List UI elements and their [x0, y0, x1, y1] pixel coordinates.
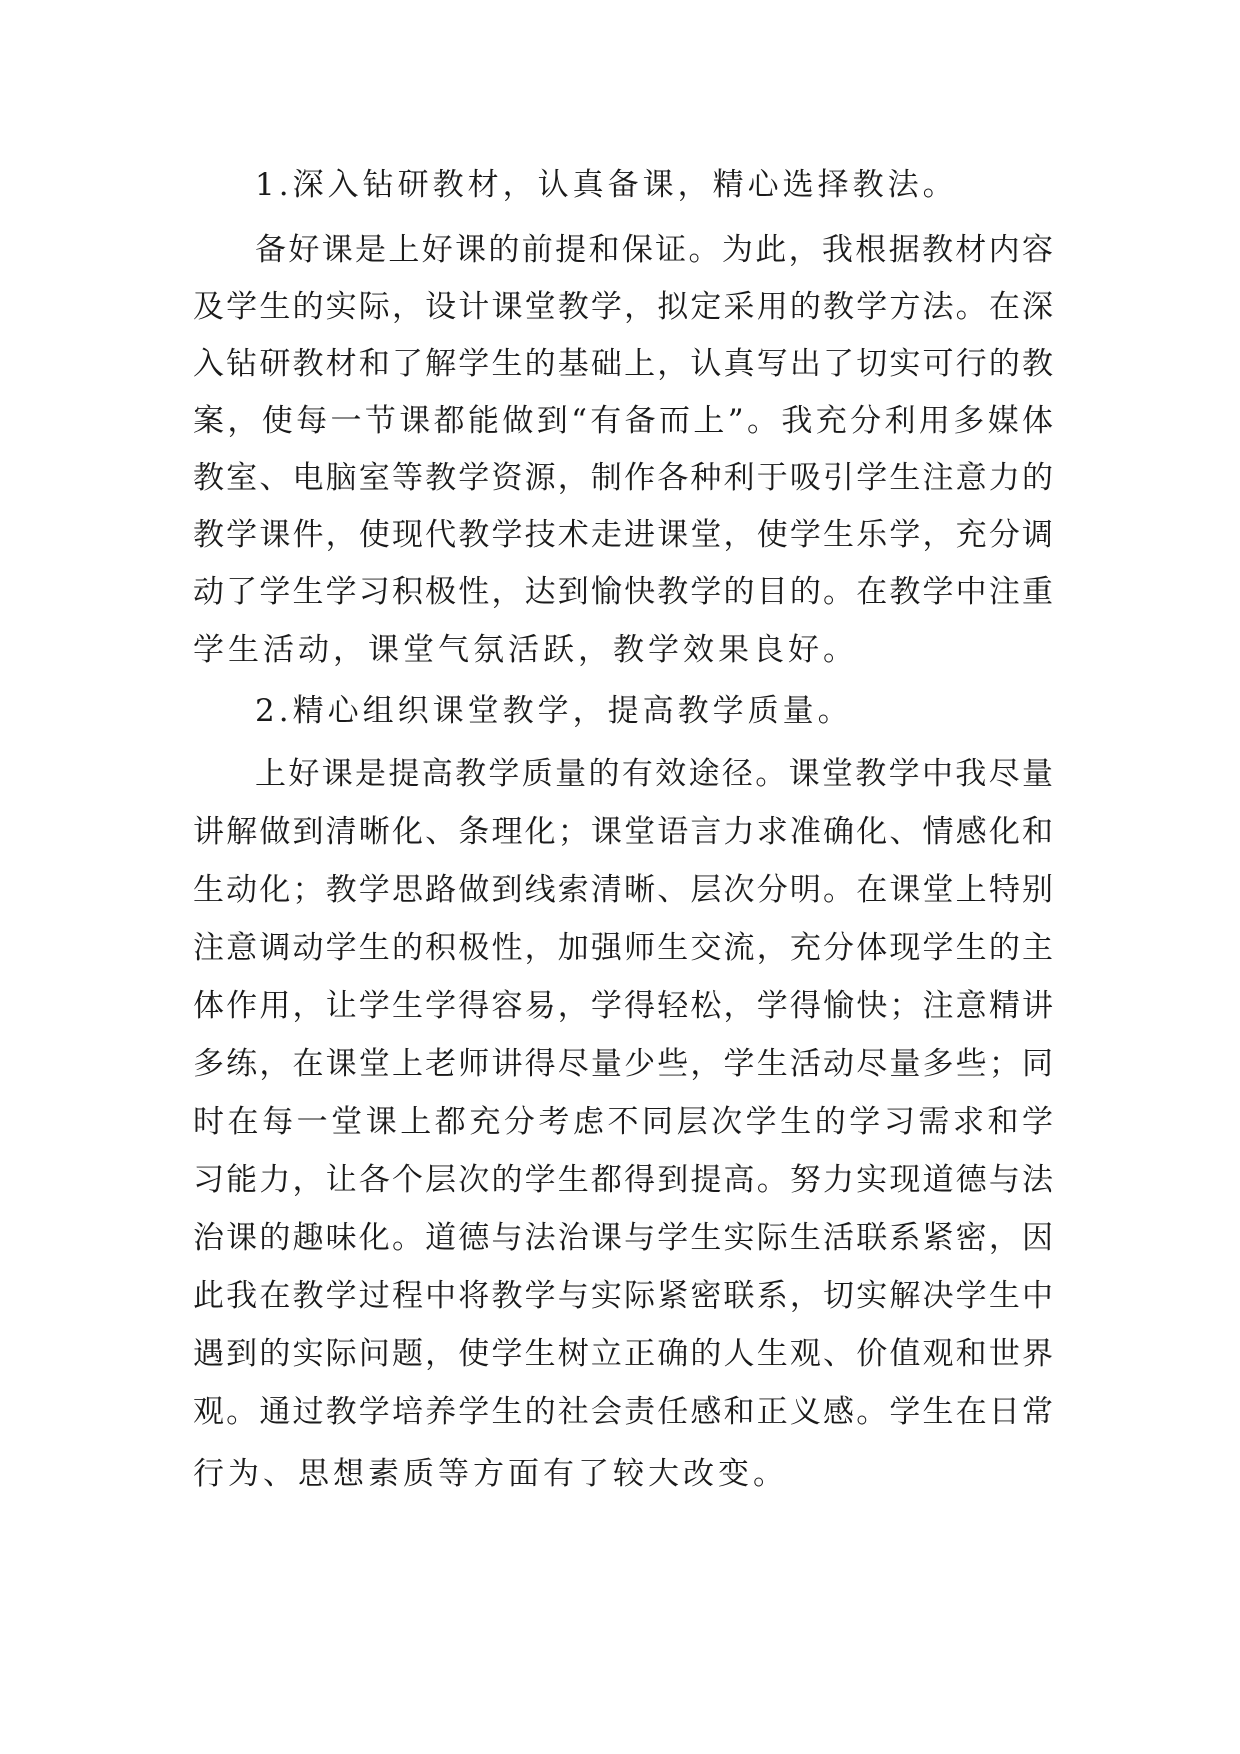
paragraph-line: 讲解做到清晰化、条理化；课堂语言力求准确化、情感化和 — [193, 814, 1053, 850]
paragraph-line: 此我在教学过程中将教学与实际紧密联系，切实解决学生中 — [193, 1278, 1053, 1314]
paragraph-line: 观。通过教学培养学生的社会责任感和正义感。学生在日常 — [193, 1394, 1053, 1430]
paragraph-line: 行为、思想素质等方面有了较大改变。 — [193, 1456, 788, 1492]
paragraph-line: 动了学生学习积极性，达到愉快教学的目的。在教学中注重 — [193, 574, 1053, 610]
paragraph-line: 注意调动学生的积极性，加强师生交流，充分体现学生的主 — [193, 930, 1053, 966]
paragraph-line: 上好课是提高教学质量的有效途径。课堂教学中我尽量 — [255, 756, 1053, 792]
section-heading: 2.精心组织课堂教学，提高教学质量。 — [255, 693, 853, 729]
paragraph-line: 习能力，让各个层次的学生都得到提高。努力实现道德与法 — [193, 1162, 1053, 1198]
paragraph-line: 生动化；教学思路做到线索清晰、层次分明。在课堂上特别 — [193, 872, 1053, 908]
paragraph-line: 及学生的实际，设计课堂教学，拟定采用的教学方法。在深 — [193, 289, 1053, 325]
section-heading: 1.深入钻研教材，认真备课，精心选择教法。 — [255, 167, 958, 203]
paragraph-line: 入钻研教材和了解学生的基础上，认真写出了切实可行的教 — [193, 346, 1053, 382]
paragraph-line: 学生活动，课堂气氛活跃，教学效果良好。 — [193, 632, 858, 668]
paragraph-line: 多练，在课堂上老师讲得尽量少些，学生活动尽量多些；同 — [193, 1046, 1053, 1082]
paragraph-line: 教室、电脑室等教学资源，制作各种利于吸引学生注意力的 — [193, 460, 1053, 496]
paragraph-line: 体作用，让学生学得容易，学得轻松，学得愉快；注意精讲 — [193, 988, 1053, 1024]
paragraph-line: 遇到的实际问题，使学生树立正确的人生观、价值观和世界 — [193, 1336, 1053, 1372]
paragraph-line: 教学课件，使现代教学技术走进课堂，使学生乐学，充分调 — [193, 517, 1053, 553]
paragraph-line: 案，使每一节课都能做到“有备而上”。我充分利用多媒体 — [193, 403, 1053, 439]
paragraph-line: 备好课是上好课的前提和保证。为此，我根据教材内容 — [255, 232, 1053, 268]
paragraph-line: 治课的趣味化。道德与法治课与学生实际生活联系紧密，因 — [193, 1220, 1053, 1256]
paragraph-line: 时在每一堂课上都充分考虑不同层次学生的学习需求和学 — [193, 1104, 1053, 1140]
